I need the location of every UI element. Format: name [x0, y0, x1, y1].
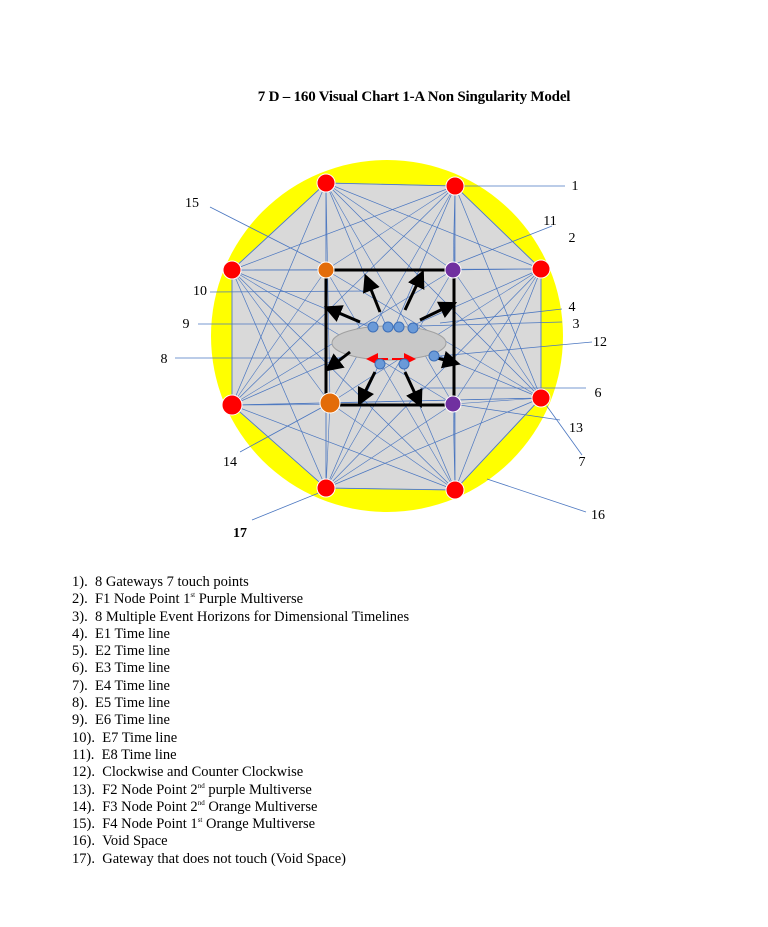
callout-label-16: 16	[591, 508, 605, 523]
legend-item	[72, 712, 409, 729]
gateway-node	[446, 481, 464, 499]
callout-label-6: 6	[594, 386, 602, 401]
legend-item	[72, 660, 409, 677]
gateway-node	[532, 389, 550, 407]
callout-label-14: 14	[223, 455, 237, 470]
legend-text-suffix: Orange Multiverse	[204, 798, 318, 815]
legend-number: 8).	[72, 695, 88, 712]
gateway-node	[446, 177, 464, 195]
legend-number: 6).	[72, 660, 88, 677]
legend-item	[72, 574, 409, 591]
legend-text: Clockwise and Counter Clockwise	[102, 764, 304, 781]
legend-text: Gateway that does not touch (Void Space)	[102, 850, 346, 867]
legend-number: 2).	[72, 591, 88, 608]
legend-text: E3 Time line	[94, 660, 170, 677]
legend-text: E8 Time line	[101, 746, 177, 763]
legend-text: E4 Time line	[94, 677, 170, 694]
callout-label-10: 10	[193, 284, 207, 299]
event-horizon-node	[375, 359, 385, 369]
callout-label-1: 1	[571, 179, 579, 194]
legend-item	[72, 782, 409, 799]
legend-item	[72, 730, 409, 747]
gateway-node	[532, 260, 550, 278]
gateway-node	[317, 174, 335, 192]
legend-text-suffix: Purple Multiverse	[195, 591, 304, 608]
callout-label-7: 7	[578, 455, 586, 470]
legend-item	[72, 747, 409, 764]
gateway-node	[223, 261, 241, 279]
legend-number: 13).	[72, 781, 95, 798]
legend-item	[72, 799, 409, 816]
legend-item	[72, 591, 409, 608]
legend-item	[72, 764, 409, 781]
event-horizon-node	[429, 351, 439, 361]
legend-text: 8 Multiple Event Horizons for Dimensional Timelines	[94, 608, 410, 625]
legend-item	[72, 695, 409, 712]
event-horizon-node	[408, 323, 418, 333]
callout-label-11: 11	[543, 214, 557, 229]
legend-text: Void Space	[102, 833, 168, 850]
legend-text-suffix: purple Multiverse	[204, 781, 312, 798]
legend-number: 14).	[72, 798, 95, 815]
legend-number: 9).	[72, 712, 88, 729]
legend-item	[72, 678, 409, 695]
legend-number: 7).	[72, 677, 88, 694]
callout-label-13: 13	[569, 421, 583, 436]
event-horizon-node	[394, 322, 404, 332]
callout-label-8: 8	[160, 352, 168, 367]
purple-node	[445, 396, 461, 412]
legend-item	[72, 626, 409, 643]
orange-node	[320, 393, 340, 413]
callout-label-3: 3	[572, 317, 580, 332]
legend-superscript: nd	[197, 781, 205, 790]
legend-list	[72, 574, 409, 868]
legend-item	[72, 833, 409, 850]
legend-text: F4 Node Point 1	[102, 816, 198, 833]
legend-text: F1 Node Point 1	[94, 591, 191, 608]
legend-number: 5).	[72, 643, 88, 660]
legend-number: 11).	[72, 746, 95, 763]
legend-number: 17).	[72, 850, 95, 867]
legend-item	[72, 609, 409, 626]
legend-superscript: st	[197, 816, 203, 825]
callout-label-9: 9	[182, 317, 190, 332]
legend-text: F2 Node Point 2	[102, 781, 198, 798]
legend-text: 8 Gateways 7 touch points	[94, 574, 249, 590]
purple-node	[445, 262, 461, 278]
legend-text: F3 Node Point 2	[102, 798, 198, 815]
callout-label-2: 2	[568, 231, 576, 246]
legend-text: E6 Time line	[94, 712, 170, 729]
callout-label-12: 12	[593, 335, 607, 350]
legend-text: E1 Time line	[94, 625, 170, 642]
gateway-node	[317, 479, 335, 497]
callout-line	[487, 479, 586, 512]
event-horizon-node	[399, 359, 409, 369]
legend-item	[72, 816, 409, 833]
legend-text: E5 Time line	[94, 695, 170, 712]
legend-number: 15).	[72, 816, 95, 833]
legend-item	[72, 851, 409, 868]
callout-line	[252, 490, 326, 520]
legend-text: E2 Time line	[94, 643, 170, 660]
legend-text-suffix: Orange Multiverse	[202, 816, 316, 833]
legend-number: 3).	[72, 608, 88, 625]
legend-number: 1).	[72, 574, 88, 590]
callout-label-15: 15	[185, 196, 199, 211]
legend-item	[72, 643, 409, 660]
event-horizon-node	[368, 322, 378, 332]
gateway-node	[222, 395, 242, 415]
legend-superscript: nd	[197, 799, 205, 808]
legend-superscript: st	[190, 591, 196, 600]
legend-number: 12).	[72, 764, 95, 781]
legend-text: E7 Time line	[102, 729, 178, 746]
page-title: 7 D – 160 Visual Chart 1-A Non Singularity Model	[257, 89, 571, 105]
legend-number: 4).	[72, 625, 88, 642]
callout-label-4: 4	[568, 300, 576, 315]
legend-number: 10).	[72, 729, 95, 746]
callout-label-17: 17	[233, 526, 247, 541]
orange-node	[318, 262, 334, 278]
legend-number: 16).	[72, 833, 95, 850]
event-horizon-node	[383, 322, 393, 332]
